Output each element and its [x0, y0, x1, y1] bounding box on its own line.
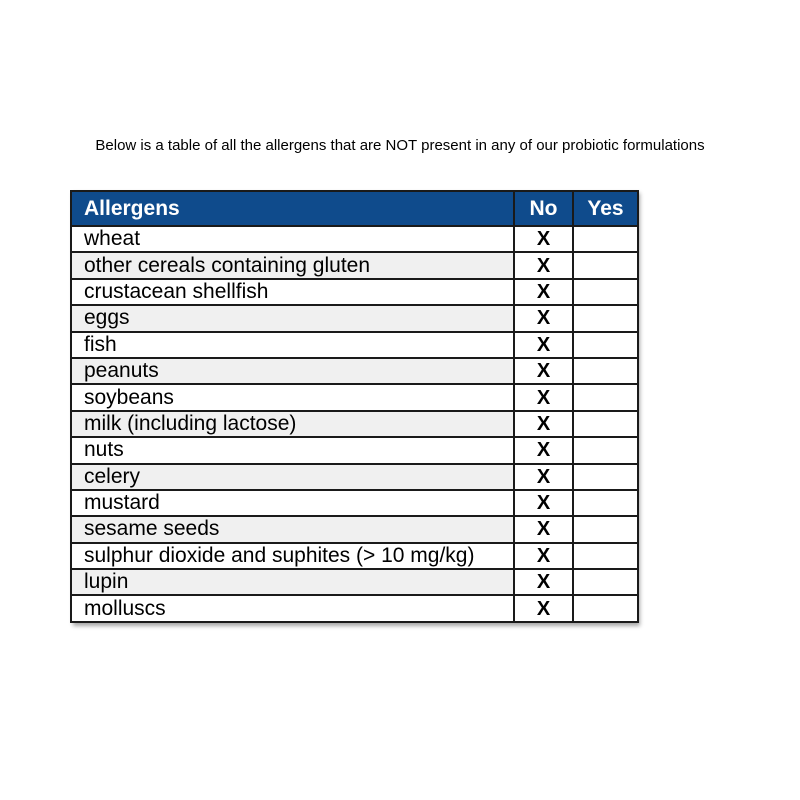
allergen-name: soybeans	[71, 384, 514, 410]
no-mark: X	[514, 279, 573, 305]
table-row	[71, 569, 638, 595]
table-body	[71, 226, 638, 622]
no-mark: X	[514, 305, 573, 331]
allergen-name: sulphur dioxide and suphites (> 10 mg/kg)	[71, 543, 514, 569]
table-row	[71, 516, 638, 542]
no-mark: X	[514, 464, 573, 490]
no-mark: X	[514, 516, 573, 542]
yes-mark	[573, 332, 638, 358]
allergen-name: milk (including lactose)	[71, 411, 514, 437]
allergen-name: sesame seeds	[71, 516, 514, 542]
allergen-name: wheat	[71, 226, 514, 252]
table-row	[71, 358, 638, 384]
table-row	[71, 595, 638, 621]
no-mark: X	[514, 543, 573, 569]
table-row	[71, 332, 638, 358]
yes-mark	[573, 226, 638, 252]
yes-mark	[573, 384, 638, 410]
yes-mark	[573, 305, 638, 331]
table-row	[71, 226, 638, 252]
table-row	[71, 279, 638, 305]
header-yes: Yes	[573, 191, 638, 226]
no-mark: X	[514, 437, 573, 463]
table-row	[71, 490, 638, 516]
no-mark: X	[514, 358, 573, 384]
yes-mark	[573, 569, 638, 595]
no-mark: X	[514, 226, 573, 252]
allergen-name: nuts	[71, 437, 514, 463]
header-allergens: Allergens	[71, 191, 514, 226]
allergen-name: peanuts	[71, 358, 514, 384]
no-mark: X	[514, 569, 573, 595]
allergen-name: eggs	[71, 305, 514, 331]
allergen-name: mustard	[71, 490, 514, 516]
allergen-table	[70, 190, 639, 623]
table-row	[71, 252, 638, 278]
no-mark: X	[514, 252, 573, 278]
no-mark: X	[514, 332, 573, 358]
no-mark: X	[514, 384, 573, 410]
table-row	[71, 464, 638, 490]
no-mark: X	[514, 595, 573, 621]
table-header-row	[71, 191, 638, 226]
table-row	[71, 437, 638, 463]
allergen-name: crustacean shellfish	[71, 279, 514, 305]
yes-mark	[573, 358, 638, 384]
table-row	[71, 411, 638, 437]
yes-mark	[573, 411, 638, 437]
allergen-name: lupin	[71, 569, 514, 595]
header-no: No	[514, 191, 573, 226]
intro-text: Below is a table of all the allergens that are NOT present in any of our probiotic formulations	[95, 137, 705, 154]
table-row	[71, 384, 638, 410]
allergen-name: other cereals containing gluten	[71, 252, 514, 278]
yes-mark	[573, 543, 638, 569]
yes-mark	[573, 437, 638, 463]
yes-mark	[573, 595, 638, 621]
allergen-name: fish	[71, 332, 514, 358]
allergen-name: celery	[71, 464, 514, 490]
yes-mark	[573, 490, 638, 516]
no-mark: X	[514, 411, 573, 437]
table-row	[71, 543, 638, 569]
allergen-name: molluscs	[71, 595, 514, 621]
table-row	[71, 305, 638, 331]
yes-mark	[573, 464, 638, 490]
yes-mark	[573, 252, 638, 278]
allergen-table-container	[70, 190, 637, 623]
yes-mark	[573, 516, 638, 542]
no-mark: X	[514, 490, 573, 516]
yes-mark	[573, 279, 638, 305]
